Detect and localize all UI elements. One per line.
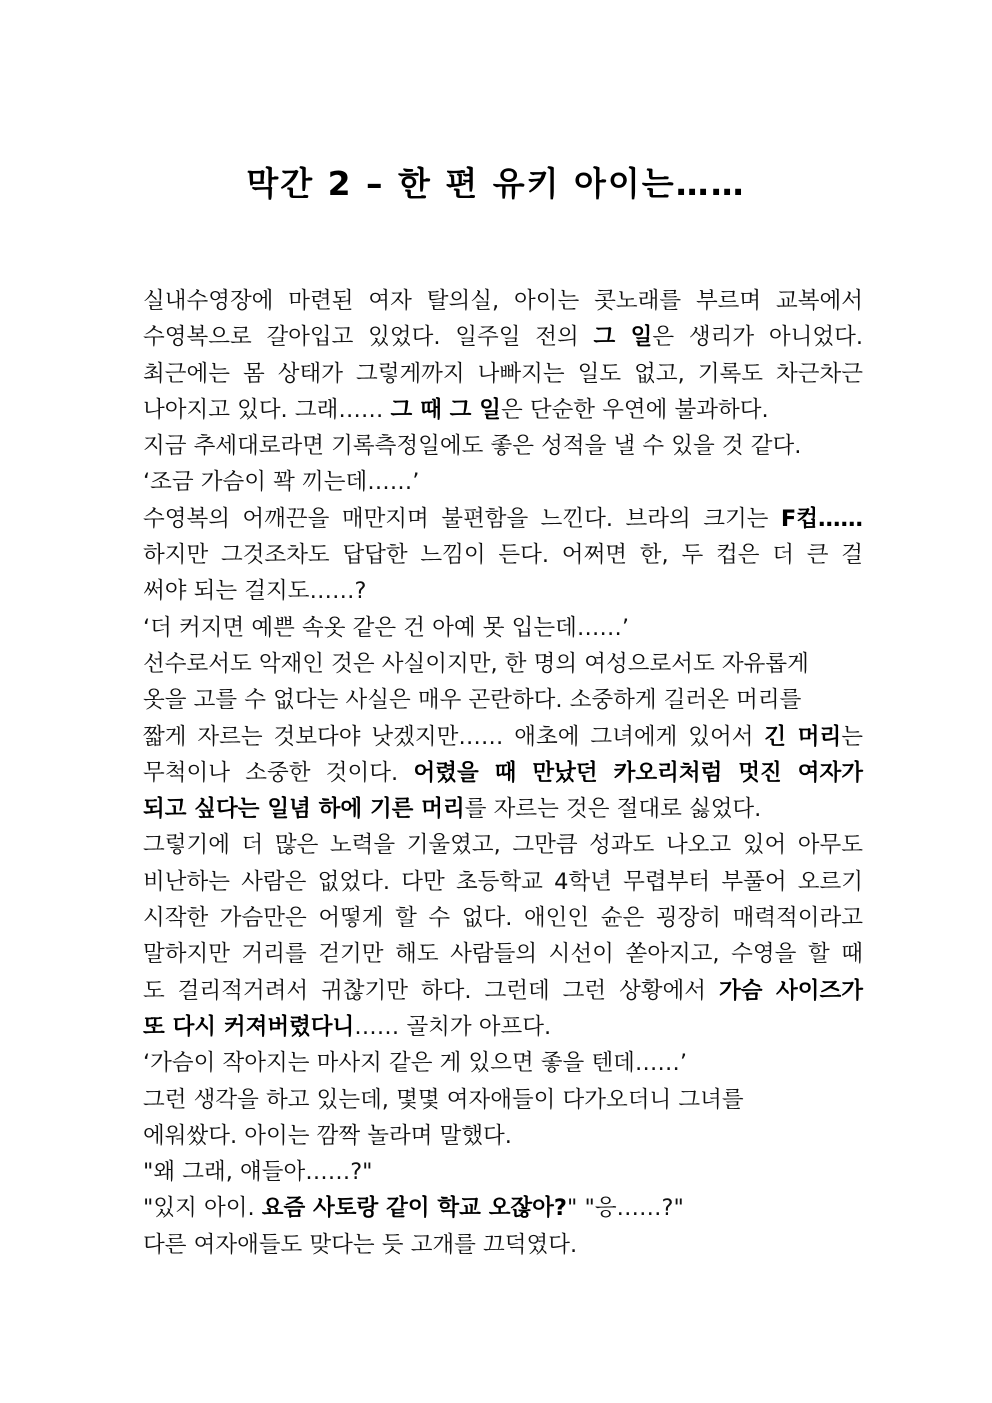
body-text	[143, 283, 863, 1263]
text-line	[143, 1009, 863, 1045]
text-line	[143, 1082, 863, 1118]
text-line	[143, 464, 863, 500]
text-line	[143, 755, 863, 791]
text-run: 은 생리가 아니었다.	[652, 324, 863, 351]
text-line	[143, 610, 863, 646]
text-line	[143, 719, 863, 755]
text-line	[143, 1045, 863, 1081]
text-run: 최근에는 몸 상태가 그렇게까지 나빠지는 일도 없고, 기록도 차근차근	[143, 360, 863, 387]
text-line	[143, 319, 863, 355]
text-line	[143, 973, 863, 1009]
text-line	[143, 827, 863, 863]
emphasis-text: 긴 머리	[764, 723, 842, 750]
text-run: "있지 아이.	[143, 1195, 262, 1222]
text-line	[143, 428, 863, 464]
text-line	[143, 682, 863, 718]
emphasis-text: F컵……	[780, 505, 863, 532]
text-run: 옷을 고를 수 없다는 사실은 매우 곤란하다. 소중하게 길러온 머리를	[143, 687, 802, 714]
text-run: ‘가슴이 작아지는 마사지 같은 게 있으면 좋을 텐데……’	[143, 1050, 688, 1077]
text-line	[143, 1118, 863, 1154]
text-run: 도 걸리적거려서 귀찮기만 하다. 그런데 그런 상황에서	[143, 977, 719, 1004]
text-line	[143, 936, 863, 972]
text-run: "왜 그래, 얘들아……?"	[143, 1159, 373, 1186]
text-line	[143, 573, 863, 609]
text-line	[143, 537, 863, 573]
text-run: 은 단순한 우연에 불과하다.	[500, 396, 769, 423]
text-line	[143, 283, 863, 319]
text-run: 말하지만 거리를 걷기만 해도 사람들의 시선이 쏟아지고, 수영을 할 때	[143, 941, 863, 968]
text-run: 그런 생각을 하고 있는데, 몇몇 여자애들이 다가오더니 그녀를	[143, 1086, 744, 1113]
text-line	[143, 392, 863, 428]
emphasis-text: 되고 싶다는 일념 하에 기른 머리	[143, 796, 465, 823]
text-run: 그렇기에 더 많은 노력을 기울였고, 그만큼 성과도 나오고 있어 아무도	[143, 832, 863, 859]
chapter-title: 막간 2 – 한 편 유키 아이는……	[246, 164, 746, 203]
text-line	[143, 791, 863, 827]
text-line	[143, 1227, 863, 1263]
text-run: 선수로서도 악재인 것은 사실이지만, 한 명의 여성으로서도 자유롭게	[143, 650, 809, 677]
text-run: 짧게 자르는 것보다야 낫겠지만…… 애초에 그녀에게 있어서	[143, 723, 765, 750]
text-run: 시작한 가슴만은 어떻게 할 수 없다. 애인인 슌은 굉장히 매력적이라고	[143, 905, 863, 932]
text-run: 나아지고 있다. 그래……	[143, 396, 391, 423]
text-run: 무척이나 소중한 것이다.	[143, 759, 414, 786]
emphasis-text: 그 때 그 일	[390, 396, 501, 423]
text-line	[143, 1190, 863, 1226]
text-run: 에워쌌다. 아이는 깜짝 놀라며 말했다.	[143, 1122, 512, 1149]
text-run: 수영복의 어깨끈을 매만지며 불편함을 느낀다. 브라의 크기는	[143, 505, 781, 532]
text-run: 다른 여자애들도 맞다는 듯 고개를 끄덕였다.	[143, 1231, 578, 1258]
text-line	[143, 501, 863, 537]
text-run: 는	[841, 723, 863, 750]
text-run: …… 골치가 아프다.	[354, 1013, 552, 1040]
emphasis-text: 가슴 사이즈가	[718, 977, 863, 1004]
emphasis-text: 또 다시 커져버렸다니	[143, 1013, 355, 1040]
text-run: 지금 추세대로라면 기록측정일에도 좋은 성적을 낼 수 있을 것 같다.	[143, 433, 802, 460]
text-line	[143, 900, 863, 936]
text-line	[143, 864, 863, 900]
text-run: 써야 되는 걸지도……?	[143, 578, 367, 605]
emphasis-text: 어렸을 때 만났던 카오리처럼 멋진 여자가	[413, 759, 863, 786]
emphasis-text: 그 일	[593, 324, 653, 351]
text-run: 비난하는 사람은 없었다. 다만 초등학교 4학년 무렵부터 부풀어 오르기	[143, 868, 863, 895]
text-run: 수영복으로 갈아입고 있었다. 일주일 전의	[143, 324, 594, 351]
text-run: " "응……?"	[566, 1195, 684, 1222]
text-line	[143, 646, 863, 682]
emphasis-text: 요즘 사토랑 같이 학교 오잖아?	[261, 1195, 567, 1222]
text-run: ‘조금 가슴이 꽉 끼는데……’	[143, 469, 420, 496]
text-run: 하지만 그것조차도 답답한 느낌이 든다. 어쩌면 한, 두 컵은 더 큰 걸	[143, 542, 863, 569]
text-run: 실내수영장에 마련된 여자 탈의실, 아이는 콧노래를 부르며 교복에서	[143, 288, 863, 314]
text-line	[143, 356, 863, 392]
text-line	[143, 1154, 863, 1190]
text-run: 를 자르는 것은 절대로 싫었다.	[464, 796, 762, 823]
text-run: ‘더 커지면 예쁜 속옷 같은 건 아예 못 입는데……’	[143, 614, 630, 641]
